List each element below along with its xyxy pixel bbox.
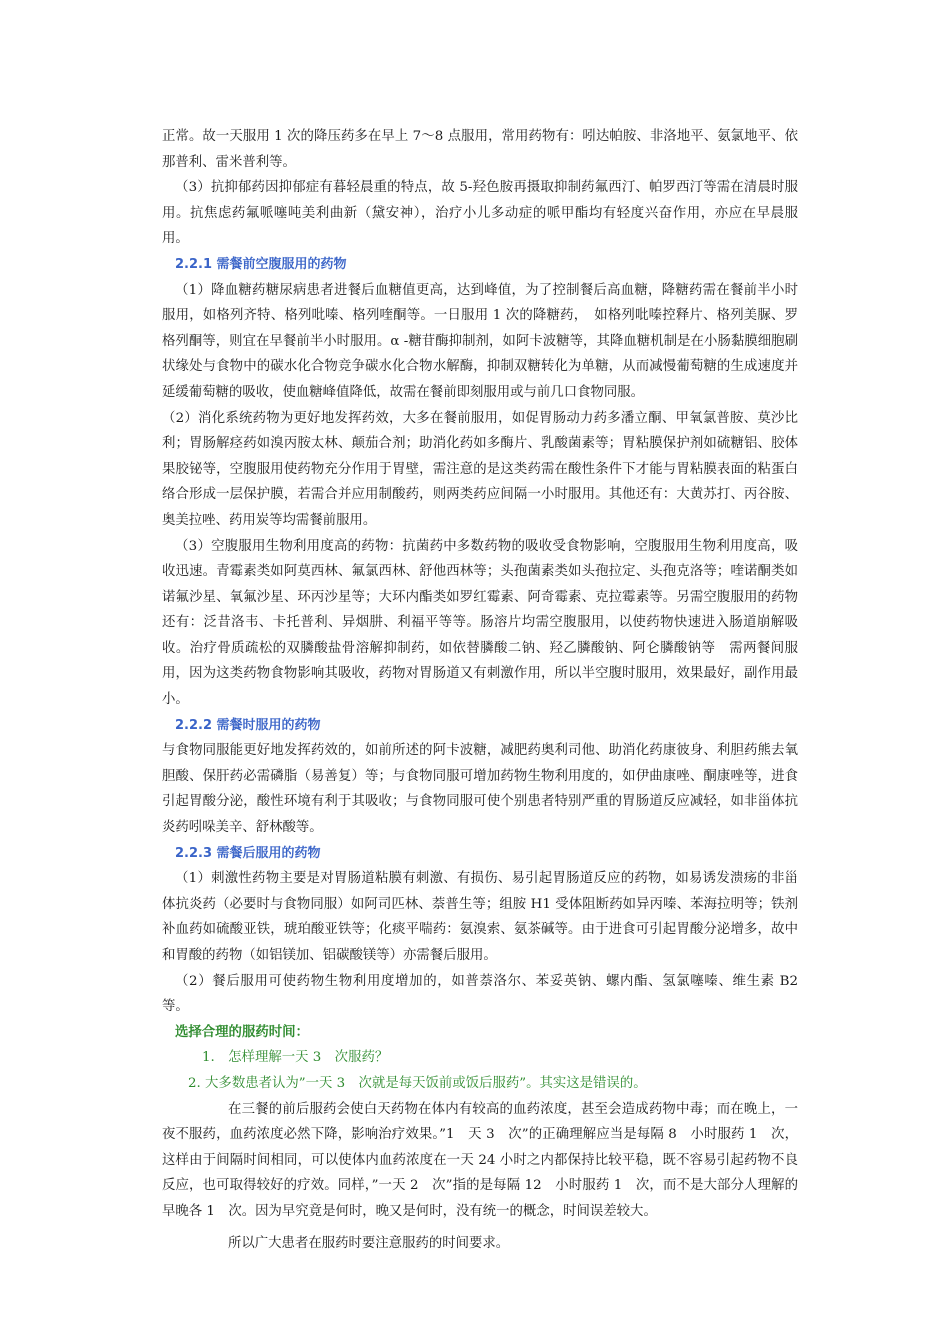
paragraph-after-meal-bioavailability: （2）餐后服用可使药物生物利用度增加的，如普萘洛尔、苯妥英钠、螺内酯、氢氯噻嗪、维生素 B2 等。 [162, 973, 798, 1015]
paragraph-antihypertensive-cont: 正常。故一天服用 1 次的降压药多在早上 7～8 点服用，常用药物有：吲达帕胺、非洛地平、氨氯地平、依那普利、雷米普利等。 [162, 129, 798, 170]
green-item-1: 1. 怎样理解一天 3 次服药？ [202, 1050, 389, 1066]
green-item-2: 2. 大多数患者认为”一天 3 次就是每天饭前或饭后服药”。其实这是错误的。 [188, 1075, 647, 1091]
paragraph-three-times-daily: 在三餐的前后服药会使白天药物在体内有较高的血药浓度，甚至会造成药物中毒；而在晚上，一夜不服药，血药浓度必然下降，影响治疗效果。”1 天 3 次”的正确理解应当是每隔 8 小时服药 1 次，这样由于间隔时间相同，可以使体内血药浓度在一天 24 小时之内都保持比较平稳，既不容易引起药物不良反应，也可取得较好的疗效。同样，”一天 2 次”指的是每隔 12 小时服药 1 次，而不是大部分人理解的早晚各 1 次。因为早究竟是何时，晚又是何时，没有统一的概念，时间误差较大。 [162, 1101, 798, 1219]
section-heading-2-2-1: 2.2.1 需餐前空腹服用的药物 [175, 256, 347, 272]
paragraph-conclusion: 所以广大患者在服药时要注意服药的时间要求。 [228, 1235, 510, 1251]
document-page [162, 124, 798, 1256]
paragraph-with-meal: 与食物同服能更好地发挥药效的，如前所述的阿卡波糖，减肥药奥利司他、助消化药康彼身、利胆药熊去氧胆酸、保肝药必需磷脂（易善复）等；与食物同服可增加药物生物利用度的，如伊曲康唑、酮康唑等，进食引起胃酸分泌，酸性环境有利于其吸收；与食物同服可使个别患者特别严重的胃肠道反应减轻，如非甾体抗炎药吲哚美辛、舒林酸等。 [162, 743, 798, 836]
section-heading-timing: 选择合理的服药时间： [175, 1024, 309, 1040]
paragraph-irritant-drugs: （1）刺激性药物主要是对胃肠道粘膜有刺激、有损伤、易引起胃肠道反应的药物，如易诱发溃疡的非甾体抗炎药（必要时与食物同服）如阿司匹林、萘普生等；组胺 H1 受体阻断药如异丙嗪、苯海拉明等；铁剂补血药如硫酸亚铁，琥珀酸亚铁等；化痰平喘药：氨溴索、氨茶碱等。由于进食可引起胃酸分泌增多，故中和胃酸的药物（如铝镁加、铝碳酸镁等）亦需餐后服用。 [162, 871, 798, 963]
paragraph-digestive: （2）消化系统药物为更好地发挥药效，大多在餐前服用，如促胃肠动力药多潘立酮、甲氧氯普胺、莫沙比利；胃肠解痉药如溴丙胺太林、颠茄合剂；助消化药如多酶片、乳酸菌素等；胃粘膜保护剂如硫糖铝、胶体果胶铋等，空腹服用使药物充分作用于胃壁，需注意的是这类药需在酸性条件下才能与胃粘膜表面的粘蛋白络合形成一层保护膜，若需合并应用制酸药，则两类药应间隔一小时服用。其他还有：大黄苏打、丙谷胺、奥美拉唑、药用炭等均需餐前服用。 [162, 410, 798, 528]
paragraph-antidepressant: （3）抗抑郁药因抑郁症有暮轻晨重的特点，故 5-羟色胺再摄取抑制药氟西汀、帕罗西汀等需在清晨时服用。抗焦虑药氟哌噻吨美利曲新（黛安神），治疗小儿多动症的哌甲酯均有轻度兴奋作用，亦应在早晨服用。 [162, 180, 798, 247]
section-heading-2-2-3: 2.2.3 需餐后服用的药物 [175, 845, 321, 861]
paragraph-bioavailability: （3）空腹服用生物利用度高的药物：抗菌药中多数药物的吸收受食物影响，空腹服用生物利用度高，吸收迅速。青霉素类如阿莫西林、氟氯西林、舒他西林等；头孢菌素类如头孢拉定、头孢克洛等；喹诺酮类如诺氟沙星、氧氟沙星、环丙沙星等；大环内酯类如罗红霉素、阿奇霉素、克拉霉素等。另需空腹服用的药物还有：泛昔洛韦、卡托普利、异烟肼、利福平等等。肠溶片均需空腹服用，以使药物快速进入肠道崩解吸收。治疗骨质疏松的双膦酸盐骨溶解抑制药，如依替膦酸二钠、羟乙膦酸钠、阿仑膦酸钠等 需两餐间服用，因为这类药物食物影响其吸收，药物对胃肠道又有刺激作用，所以半空腹时服用，效果最好，副作用最小。 [162, 538, 798, 708]
paragraph-hypoglycemic: （1）降血糖药糖尿病患者进餐后血糖值更高，达到峰值，为了控制餐后高血糖，降糖药需在餐前半小时服用，如格列齐特、格列吡嗪、格列喹酮等。一日服用 1 次的降糖药， 如格列吡嗪控释片、格列美脲、罗格列酮等，则宜在早餐前半小时服用。α -糖苷酶抑制剂，如阿卡波糖等，其降血糖机制是在小肠黏膜细胞刷状缘处与食物中的碳水化合物竞争碳水化合物水解酶，抑制双糖转化为单糖，从而减慢葡萄糖的生成速度并延缓葡萄糖的吸收，使血糖峰值降低，故需在餐前即刻服用或与前几口食物同服。 [162, 282, 798, 400]
section-heading-2-2-2: 2.2.2 需餐时服用的药物 [175, 717, 321, 733]
